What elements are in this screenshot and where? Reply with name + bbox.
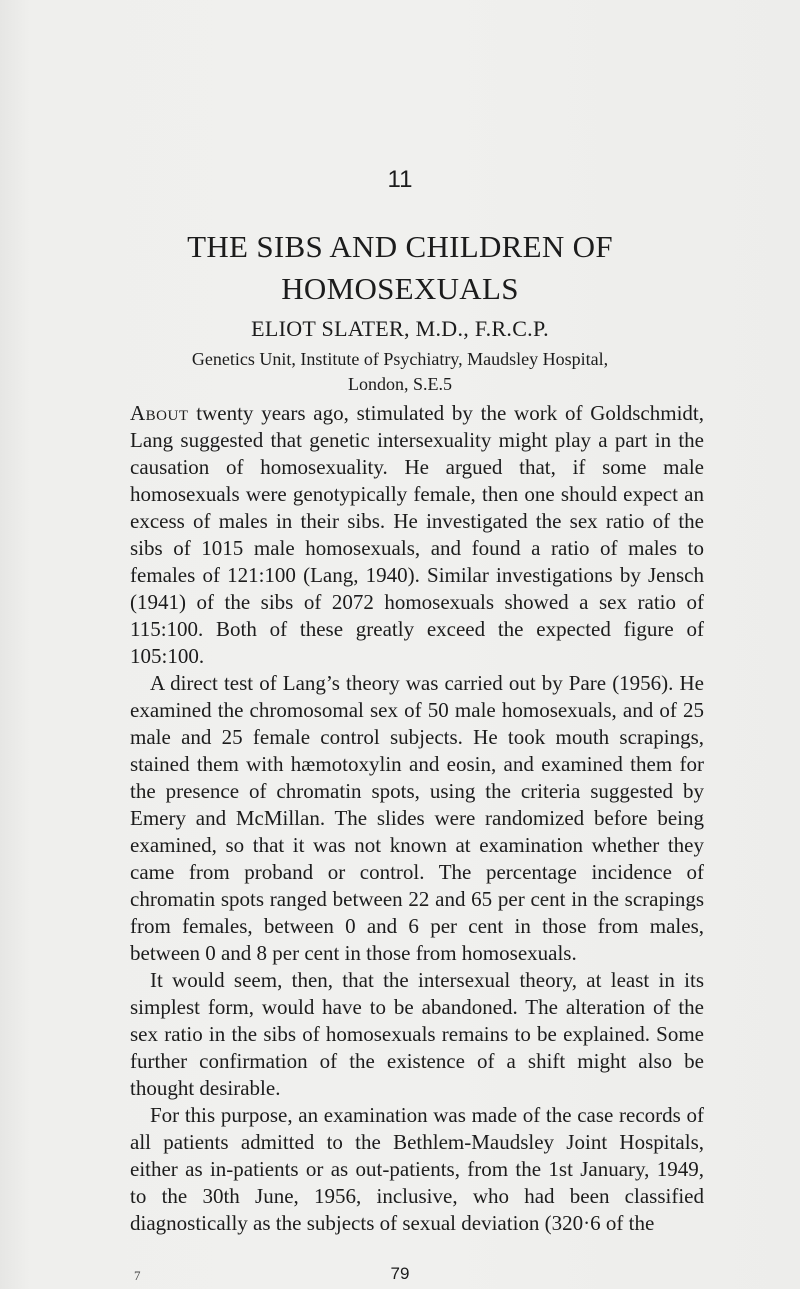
paragraph-4: For this purpose, an examination was made of the case records of all patients admitted to the Bethlem-Maudsley Joint Hospitals, either as in-patients or as out-patients, from the 1st January, 1949, to the 30th June, 1956, inclusive, who had been classified diagnostically as the subjects of sexual deviation (320·6 of the: [130, 1103, 704, 1235]
article-body: [130, 400, 704, 1237]
paragraph-1-lead: About: [130, 401, 189, 425]
page-title: [0, 226, 800, 310]
author-name: ELIOT SLATER, M.D., F.R.C.P.: [251, 316, 549, 341]
paragraph-1-text: twenty years ago, stimulated by the work of Goldschmidt, Lang suggested that genetic intersexuality might play a part in the causation of homosexuality. He argued that, if some male homosexuals were genotypically female, then one should expect an excess of males in their sibs. He investigated the sex ratio of the sibs of 1015 male homosexuals, and found a ratio of males to females of 121:100 (Lang, 1940). Similar investigations by Jensch (1941) of the sibs of 2072 homosexuals showed a sex ratio of 115:100. Both of these greatly exceed the expected figure of 105:100.: [130, 401, 704, 668]
paragraph-3: It would seem, then, that the intersexual theory, at least in its simplest form, would have to be abandoned. The alteration of the sex ratio in the sibs of homosexuals remains to be explained. Some further confirmation of the existence of a shift might also be thought desirable.: [130, 968, 704, 1100]
paragraph-2: A direct test of Lang’s theory was carried out by Pare (1956). He examined the chromosomal sex of 50 male homosexuals, and of 25 male and 25 female control subjects. He took mouth scrapings, stained them with hæmotoxylin and eosin, and examined them for the presence of chromatin spots, using the criteria suggested by Emery and McMillan. The slides were randomized before being examined, so that it was not known at examination whether they came from proband or control. The percentage incidence of chromatin spots ranged between 22 and 65 per cent in the scrapings from females, between 0 and 6 per cent in those from males, between 0 and 8 per cent in those from homosexuals.: [130, 671, 704, 965]
signature-mark: 7: [134, 1268, 141, 1283]
author-affiliation: [0, 347, 800, 397]
affiliation-line-2: London, S.E.5: [347, 374, 452, 394]
title-line-1: THE SIBS AND CHILDREN OF: [187, 229, 613, 264]
paragraph-1: [130, 400, 704, 670]
page-number: 79: [390, 1264, 410, 1283]
chapter-number: 11: [387, 166, 413, 193]
affiliation-line-1: Genetics Unit, Institute of Psychiatry, Maudsley Hospital,: [191, 349, 609, 369]
title-line-2: HOMOSEXUALS: [281, 271, 519, 306]
